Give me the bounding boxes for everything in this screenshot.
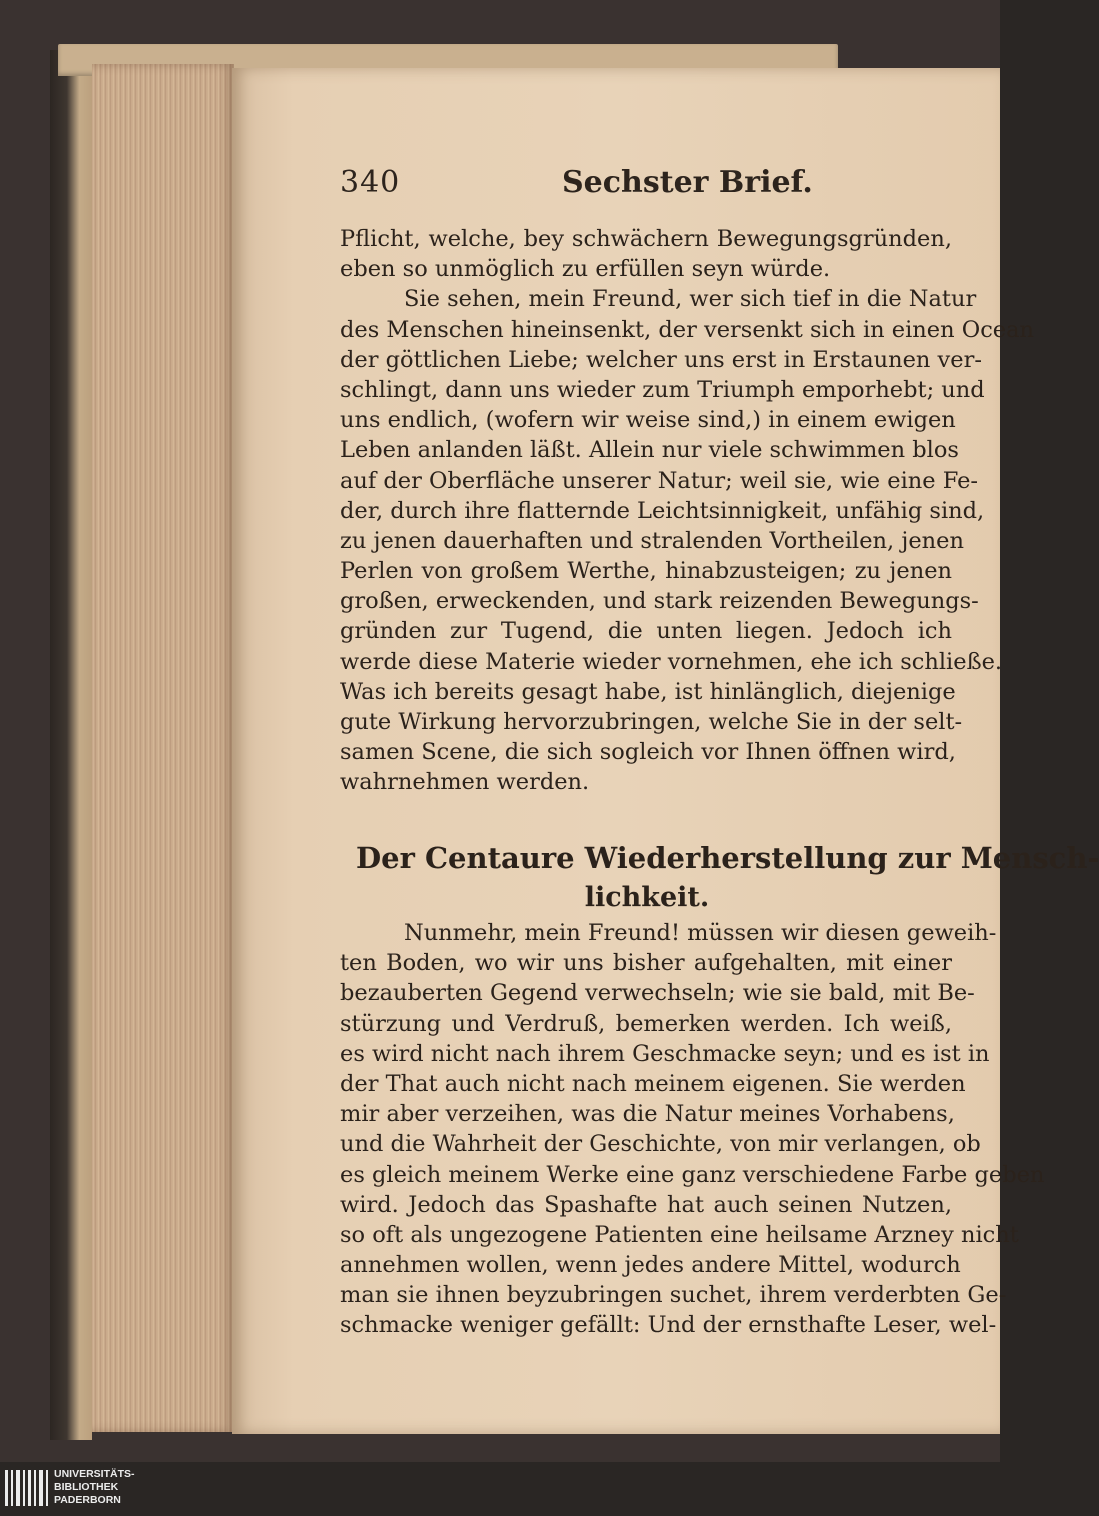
text-line: zu jenen dauerhaften und stralenden Vortheilen, jenen bbox=[340, 527, 964, 554]
text-line: es gleich meinem Werke eine ganz verschiedene Farbe geben bbox=[340, 1161, 1045, 1188]
section-heading-line-2: lichkeit. bbox=[584, 882, 710, 913]
text-line: samen Scene, die sich sogleich vor Ihnen öffnen wird, bbox=[340, 739, 956, 766]
running-head: Sechster Brief. bbox=[562, 165, 813, 200]
library-name-line-2: BIBLIOTHEK bbox=[54, 1481, 119, 1493]
library-name-line-1: UNIVERSITÄTS- bbox=[54, 1468, 135, 1480]
library-barcode-logo-icon bbox=[4, 1468, 48, 1508]
text-line: werde diese Materie wieder vornehmen, ehe ich schließe. bbox=[340, 648, 1003, 675]
text-line: Leben anlanden läßt. Allein nur viele schwimmen blos bbox=[340, 437, 959, 464]
text-line: man sie ihnen beyzubringen suchet, ihrem verderbten Ge- bbox=[340, 1282, 1007, 1309]
body-text-top bbox=[340, 224, 1035, 798]
text-line: annehmen wollen, wenn jedes andere Mittel, wodurch bbox=[340, 1252, 961, 1279]
text-line: ten Boden, wo wir uns bisher aufgehalten, mit einer bbox=[340, 950, 952, 977]
text-line: Pflicht, welche, bey schwächern Bewegungsgründen, bbox=[340, 226, 952, 252]
page-headline bbox=[340, 165, 950, 209]
library-name bbox=[54, 1468, 135, 1507]
text-line: Was ich bereits gesagt habe, ist hinlänglich, diejenige bbox=[340, 678, 956, 705]
book-cover-board bbox=[50, 50, 92, 1440]
text-line: gute Wirkung hervorzubringen, welche Sie in der selt- bbox=[340, 709, 963, 735]
text-line: der göttlichen Liebe; welcher uns erst in Erstaunen ver- bbox=[340, 346, 982, 373]
text-line: der, durch ihre flatternde Leichtsinnigkeit, unfähig sind, bbox=[340, 497, 985, 524]
text-line: bezauberten Gegend verwechseln; wie sie bald, mit Be- bbox=[340, 980, 975, 1007]
text-line: es wird nicht nach ihrem Geschmacke seyn; und es ist in bbox=[340, 1040, 990, 1067]
text-line: schmacke weniger gefällt: Und der ernsthafte Leser, wel- bbox=[340, 1312, 997, 1339]
text-line: wahrnehmen werden. bbox=[340, 769, 590, 796]
text-line: gründen zur Tugend, die unten liegen. Jedoch ich bbox=[340, 618, 952, 645]
text-line: wird. Jedoch das Spashafte hat auch seinen Nutzen, bbox=[340, 1191, 952, 1218]
text-line: der That auch nicht nach meinem eigenen. Sie werden bbox=[340, 1070, 966, 1097]
page-number: 340 bbox=[340, 165, 401, 200]
text-line: auf der Oberfläche unserer Natur; weil sie, wie eine Fe- bbox=[340, 467, 979, 494]
library-footer bbox=[0, 1462, 1000, 1516]
library-name-line-3: PADERBORN bbox=[54, 1494, 121, 1506]
body-text-bottom bbox=[340, 918, 1045, 1341]
text-line: uns endlich, (wofern wir weise sind,) in einem ewigen bbox=[340, 407, 956, 434]
text-line: stürzung und Verdruß, bemerken werden. Ich weiß, bbox=[340, 1010, 952, 1037]
text-line: großen, erweckenden, und stark reizenden Bewegungs- bbox=[340, 588, 979, 615]
text-line: eben so unmöglich zu erfüllen seyn würde. bbox=[340, 256, 831, 283]
text-line: Sie sehen, mein Freund, wer sich tief in die Natur bbox=[404, 286, 977, 313]
section-heading bbox=[342, 838, 1099, 918]
text-line: mir aber verzeihen, was die Natur meines Vorhabens, bbox=[340, 1101, 955, 1128]
page-fore-edge bbox=[92, 64, 234, 1432]
text-line: Perlen von großem Werthe, hinabzusteigen; zu jenen bbox=[340, 558, 952, 585]
text-line: Nunmehr, mein Freund! müssen wir diesen geweih- bbox=[404, 920, 997, 946]
text-line: des Menschen hineinsenkt, der versenkt sich in einen Ocean bbox=[340, 316, 1035, 343]
section-heading-line-1: Der Centaure Wiederherstellung zur Mensch- bbox=[356, 841, 1099, 875]
text-line: schlingt, dann uns wieder zum Triumph emporhebt; und bbox=[340, 376, 985, 403]
text-line: und die Wahrheit der Geschichte, von mir verlangen, ob bbox=[340, 1131, 981, 1158]
text-line: so oft als ungezogene Patienten eine heilsame Arzney nicht bbox=[340, 1221, 1019, 1248]
